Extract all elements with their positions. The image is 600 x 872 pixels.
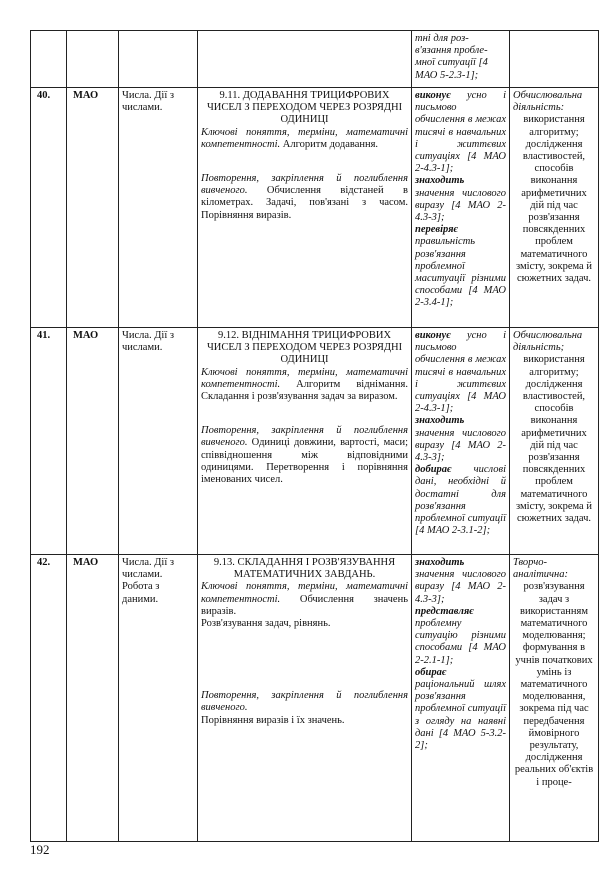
table-row-continuation (31, 31, 599, 88)
page-number: 192 (30, 842, 50, 857)
content-line: Числа. Дії з числами. (119, 88, 198, 328)
expectation-item (415, 90, 506, 175)
expectation-text: проблемну ситуацію різними способами [4 МАО 2-2.1-1]; (415, 618, 506, 666)
cell-expectations (412, 328, 510, 555)
expectation-item (415, 175, 506, 224)
review-block (201, 173, 408, 222)
activity-label: Творчо-аналітична: (513, 557, 569, 581)
activity-text: розв'язування задач з використанням математичного моделювання; формування в учнів початкових умінь із математичного моделювання, зокрема під час передбачення ймовірного результату, дослідження реальних об'єктів і проце- (514, 581, 594, 788)
expectation-verb: знаходить (415, 415, 465, 427)
expectation-line: МАО 5-2.3-1]; (415, 69, 479, 81)
concepts-text: Обчислення значень виразів. (201, 593, 408, 617)
review-text: Порівняння виразів і їх значень. (201, 714, 345, 726)
concepts-label: Ключові поняття, терміни, математичні компетентності. (201, 366, 408, 390)
expectation-item (415, 667, 506, 752)
expectation-verb: добирає (415, 464, 452, 476)
expectation-line: мної ситуації [4 (415, 57, 488, 69)
expectation-verb: виконує (415, 330, 451, 341)
expectation-verb: знаходить (415, 557, 465, 568)
table-row (31, 88, 599, 328)
review-block (201, 690, 408, 714)
content-line: Числа. Дії з числами. Робота з даними. (119, 555, 198, 842)
lesson-number: 41. (31, 328, 67, 555)
review-text: Одиниці довжини, вартості, маси; співвідношення між відповідними одиницями. Перетворення і порівняння (201, 437, 408, 473)
subject-area: МАО (67, 328, 119, 555)
cell-competence (510, 555, 599, 842)
key-concepts (201, 581, 408, 618)
cell-competence (510, 31, 599, 88)
lesson-topic: 9.13. СКЛАДАННЯ І РОЗВ'ЯЗУВАННЯ МАТЕМАТИЧНИХ ЗАВДАНЬ. (213, 557, 396, 581)
activity-text: використання алгоритму; дослідження властивостей, способів виконання арифметичних дій під час розв'язання повсякденних проблем математичного змісту, зокрема й сюжетних задач. (516, 354, 592, 525)
table-row (31, 555, 599, 842)
cell-content (198, 31, 412, 88)
concepts-label: Ключові поняття, терміни, математичні компетентності. (201, 581, 408, 605)
lesson-plan-table (30, 30, 599, 842)
key-concepts (201, 367, 408, 404)
expectation-text: значення числового виразу [4 МАО 2-4.3-3]; (415, 569, 506, 605)
activity-label: Обчислювальна діяльність; (513, 330, 583, 354)
review-text: Обчислення відстаней в кілометрах. Задачі, пов'язані з часом. Порівняння виразів. (201, 185, 408, 221)
cell-expectations (412, 555, 510, 842)
expectation-verb: обирає (415, 666, 447, 678)
cell-content (198, 88, 412, 328)
concepts-text: Алгоритм віднімання. Складання і розв'язування задач за виразом. (201, 378, 408, 403)
expectation-text: значення числового виразу [4 МАО 2-4.3-3]; (415, 427, 506, 464)
expectation-item (415, 224, 506, 309)
subject-area: МАО (67, 555, 119, 842)
lesson-topic: 9.11. ДОДАВАННЯ ТРИЦИФРОВИХ ЧИСЕЛ З ПЕРЕХОДОМ ЧЕРЕЗ РОЗРЯДНІ ОДИНИЦІ (206, 90, 403, 126)
cell-content (198, 328, 412, 555)
expectation-text: числові дані, необхідні й достатні для розв'язання проблемної ситуації [4 МАО 2-3.1-2]; (415, 464, 506, 537)
cell-expectations (412, 31, 510, 88)
lesson-number: 42. (31, 555, 67, 842)
expectation-item (415, 330, 506, 415)
cell-line (119, 31, 198, 88)
review-label: Повторення, закріплення й поглиблення вивченого. (201, 690, 408, 714)
review-label: Повторення, закріплення й поглиблення вивченого. (201, 425, 408, 449)
expectation-item (415, 557, 506, 606)
expectation-text: раціональний шлях розв'язання проблемної ситуації з огляду на наявні дані [4 МАО 5-3.2-2]; (415, 679, 506, 752)
expectation-text: усно і письмово обчислення в межах тисячі в навчальних і життєвих ситуаціях [4 МАО 2-4.3-1]; (415, 330, 507, 415)
lesson-topic: 9.12. ВІДНІМАННЯ ТРИЦИФРОВИХ ЧИСЕЛ З ПЕРЕХОДОМ ЧЕРЕЗ РОЗРЯДНІ ОДИНИЦІ (206, 330, 403, 366)
review-block (201, 425, 408, 486)
activity-label: Обчислювальна діяльність: (513, 90, 583, 114)
expectation-verb: виконує (415, 90, 451, 101)
expectation-line: тні для роз- (415, 33, 469, 44)
cell-expectations (412, 88, 510, 328)
expectation-verb: знаходить (415, 175, 465, 187)
expectation-text: значення числового виразу [4 МАО 2-4.3-3]; (415, 187, 506, 224)
expectation-text: усно і письмово обчислення в межах тисячі в навчальних і життєвих ситуаціях [4 МАО 2-4.3-1]; (415, 90, 507, 175)
cell-area (67, 31, 119, 88)
cell-num (31, 31, 67, 88)
concepts-text: Алгоритм додавання. (282, 138, 379, 150)
subject-area: МАО (67, 88, 119, 328)
cell-competence (510, 328, 599, 555)
cell-competence (510, 88, 599, 328)
expectation-item (415, 606, 506, 667)
activity-text: використання алгоритму; дослідження властивостей, способів виконання арифметичних дій під час розв'язання повсякденних проблем математичного змісту, зокрема й сюжетних задач. (516, 114, 592, 285)
concepts-text-extra: Розв'язування задач, рівнянь. (201, 618, 331, 630)
expectation-line: в'язання пробле- (415, 45, 488, 57)
lesson-number: 40. (31, 88, 67, 328)
expectation-verb: представляє (415, 605, 474, 617)
review-tail: іменованих чисел. (201, 474, 283, 486)
expectation-item (415, 464, 506, 537)
key-concepts (201, 127, 408, 151)
concepts-label: Ключові поняття, терміни, математичні компетентності. (201, 126, 408, 150)
expectation-verb: перевіряє (415, 224, 458, 236)
cell-content (198, 555, 412, 842)
table-row (31, 328, 599, 555)
expectation-text: правильність розв'язання проблемної маситуації різними способами [4 МАО 2-3.4-1]; (415, 236, 506, 309)
expectation-item (415, 415, 506, 464)
content-line: Числа. Дії з числами. (119, 328, 198, 555)
review-label: Повторення, закріплення й поглиблення вивченого. (201, 173, 408, 197)
